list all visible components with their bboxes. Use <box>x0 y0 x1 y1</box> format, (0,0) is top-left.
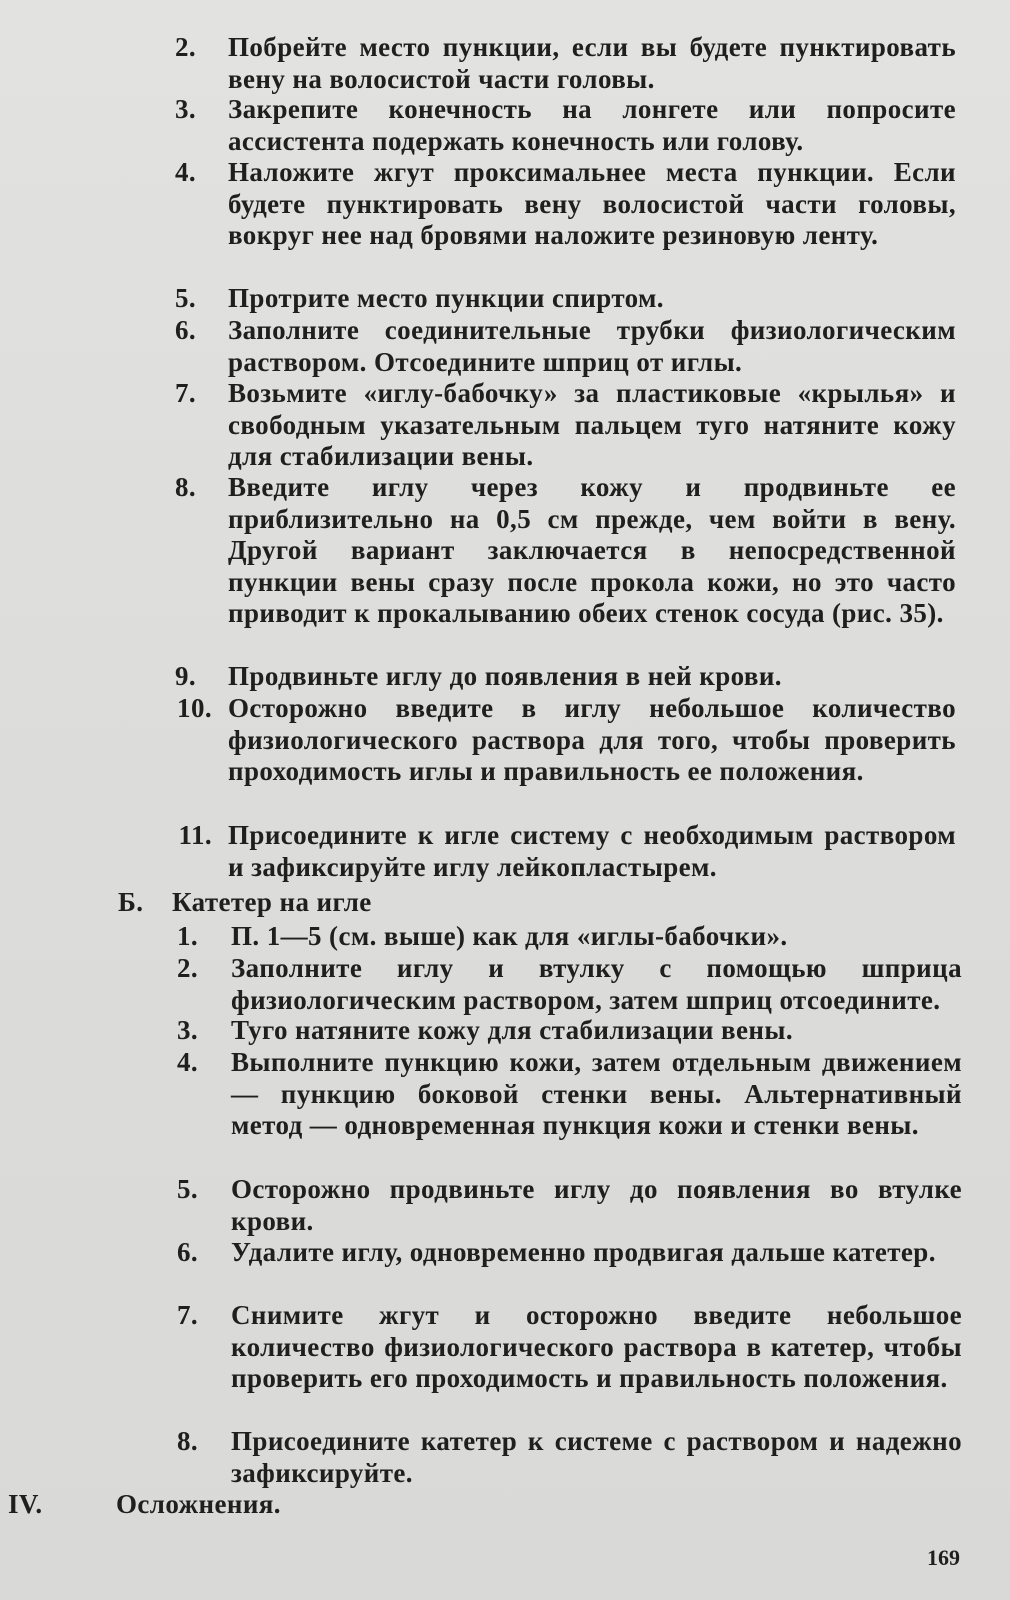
item-text: Снимите жгут и осторожно введите небольшое количество физиологического раствора в катетер, чтобы проверить его проходимость и правильность положения. <box>231 1300 962 1393</box>
item-number: 11. <box>178 820 212 850</box>
item-number: 5. <box>176 1174 198 1204</box>
item-number: 6. <box>176 1237 198 1267</box>
section-letter: Б. <box>118 887 144 917</box>
item-number: 3. <box>176 1015 198 1045</box>
section-title: Осложнения. <box>116 1489 281 1519</box>
item-number: 4. <box>174 157 196 187</box>
item-text: Осторожно введите в иглу небольшое количество физиологического раствора для того, чтобы проверить проходимость иглы и правильность ее положения. <box>228 693 956 786</box>
item-text: Закрепите конечность на лонгете или попросите ассистента подержать конечность или голову. <box>228 94 956 156</box>
section-title: Катетер на игле <box>172 887 372 917</box>
item-text: Наложите жгут проксимальнее места пункции. Если будете пунктировать вену волосистой части головы, вокруг нее над бровями наложите резиновую ленту. <box>228 157 956 250</box>
item-text: Присоедините к игле систему с необходимым раствором и зафиксируйте иглу лейкопластырем. <box>228 820 956 882</box>
item-text: Продвиньте иглу до появления в ней крови. <box>228 661 782 691</box>
item-text: П. 1—5 (см. выше) как для «иглы-бабочки». <box>231 921 788 951</box>
item-text: Присоедините катетер к системе с раствором и надежно зафиксируйте. <box>231 1426 962 1488</box>
item-text: Осторожно продвиньте иглу до появления во втулке крови. <box>231 1174 962 1236</box>
item-number: 2. <box>176 953 198 983</box>
item-text: Выполните пункцию кожи, затем отдельным движением — пункцию боковой стенки вены. Альтернативный метод — одновременная пункция кожи и стенки вены. <box>231 1047 962 1140</box>
item-number: 8. <box>176 1426 198 1456</box>
page-number: 169 <box>927 1545 960 1570</box>
item-text: Удалите иглу, одновременно продвигая дальше катетер. <box>231 1237 936 1267</box>
item-number: 1. <box>176 921 198 951</box>
item-text: Побрейте место пункции, если вы будете пунктировать вену на волосистой части головы. <box>228 32 956 94</box>
item-number: 7. <box>174 378 196 408</box>
item-text: Протрите место пункции спиртом. <box>228 283 664 313</box>
item-number: 4. <box>176 1047 198 1077</box>
item-number: 5. <box>174 283 196 313</box>
item-text: Введите иглу через кожу и продвиньте ее приблизительно на 0,5 см прежде, чем войти в вену. Другой вариант заключается в непосредственной пункции вены сразу после прокола кожи, но это часто приводит к прокалыванию обеих стенок сосуда (рис. 35). <box>228 472 956 628</box>
item-text: Туго натяните кожу для стабилизации вены. <box>231 1015 793 1045</box>
item-number: 10. <box>177 693 212 723</box>
item-text: Возьмите «иглу-бабочку» за пластиковые «крылья» и свободным указательным пальцем туго натяните кожу для стабилизации вены. <box>228 378 956 471</box>
item-number: 2. <box>174 32 196 62</box>
item-number: 9. <box>174 661 196 691</box>
item-number: 3. <box>174 94 196 124</box>
item-text: Заполните иглу и втулку с помощью шприца физиологическим раствором, затем шприц отсоедините. <box>231 953 962 1015</box>
section-number: IV. <box>8 1489 43 1519</box>
item-number: 7. <box>176 1300 198 1330</box>
item-number: 8. <box>174 472 196 502</box>
item-number: 6. <box>174 315 196 345</box>
item-text: Заполните соединительные трубки физиологическим раствором. Отсоедините шприц от иглы. <box>228 315 956 377</box>
